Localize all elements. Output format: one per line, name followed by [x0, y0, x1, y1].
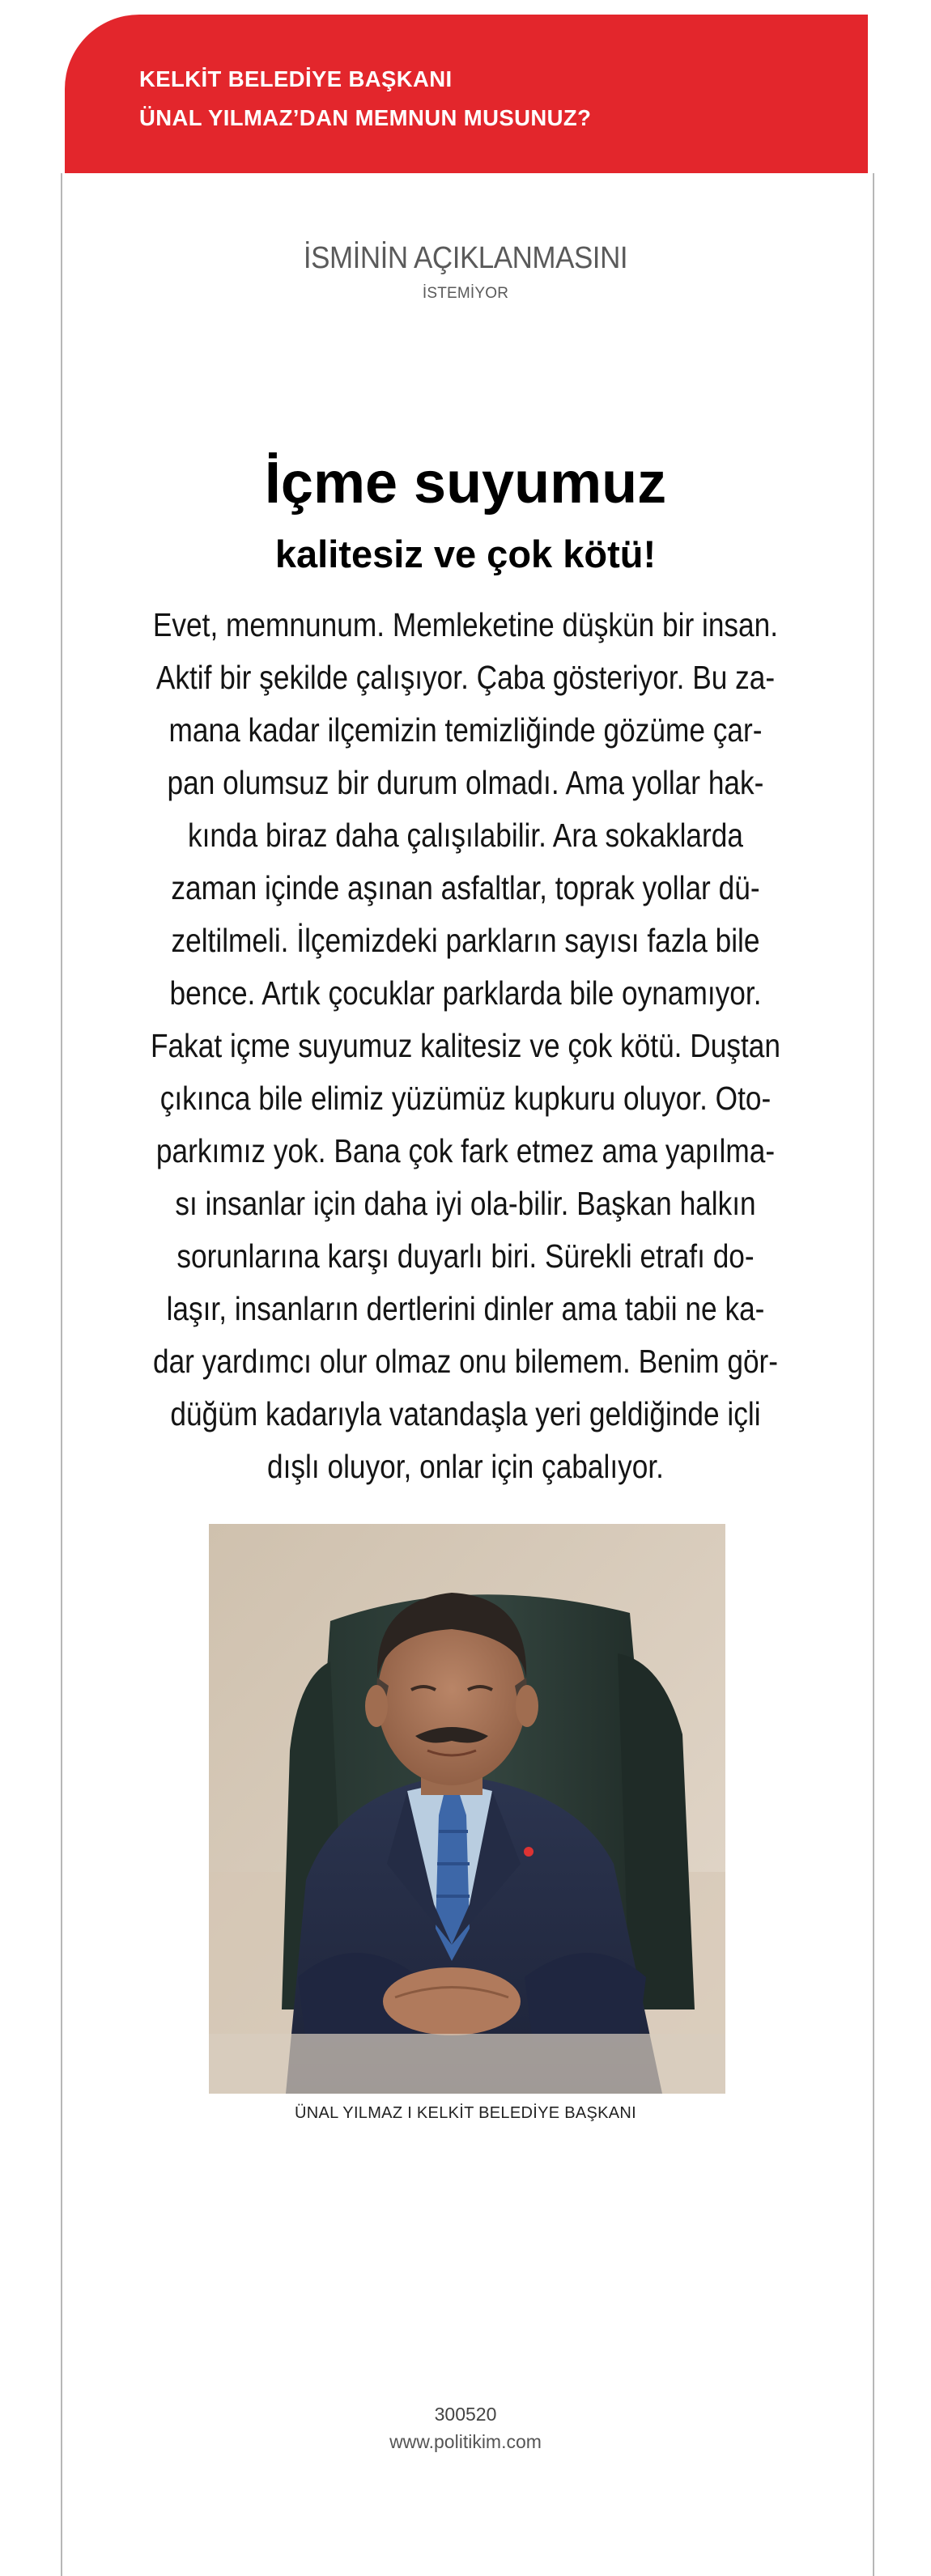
body-line: kında biraz daha çalışılabilir. Ara sokaklarda — [187, 817, 743, 854]
footer-url[interactable]: www.politikim.com — [389, 2431, 542, 2452]
body-line: parkımız yok. Bana çok fark etmez ama yapılma- — [155, 1132, 776, 1169]
body-line: mana kadar ilçemizin temizliğinde gözüme çar- — [168, 711, 763, 749]
body-line: dar yardımcı olur olmaz onu bilemem. Benim gör- — [152, 1343, 779, 1380]
photo-caption: ÜNAL YILMAZ I KELKİT BELEDİYE BAŞKANI — [295, 2104, 636, 2122]
respondent-name: İSMİNİN AÇIKLANMASINI — [303, 241, 628, 275]
body-line: zeltilmeli. İlçemizdeki parkların sayısı fazla bile — [171, 922, 760, 959]
body-line: düğüm kadarıyla vatandaşla yeri geldiğinde içli — [170, 1395, 761, 1432]
headline-sub: kalitesiz ve çok kötü! — [274, 533, 657, 575]
footer-code: 300520 — [434, 2404, 497, 2425]
body-line: sı insanlar için daha iyi ola-bilir. Başkan halkın — [175, 1185, 756, 1222]
header-banner — [65, 15, 868, 173]
mayor-photo — [209, 1524, 725, 2094]
body-line: zaman içinde aşınan asfaltlar, toprak yollar dü- — [171, 869, 760, 906]
body-line: pan olumsuz bir durum olmadı. Ama yollar hak- — [167, 764, 764, 801]
headline-main: İçme suyumuz — [264, 451, 667, 516]
respondent-name-sub: İSTEMİYOR — [422, 285, 509, 302]
body-line: Fakat içme suyumuz kalitesiz ve çok kötü. Duştan — [151, 1027, 780, 1064]
body-line: sorunlarına karşı duyarlı biri. Sürekli etrafı do- — [176, 1237, 755, 1275]
mayor-portrait-illustration — [209, 1524, 725, 2094]
body-line: Evet, memnunum. Memleketine düşkün bir insan. — [152, 606, 779, 643]
body-line: laşır, insanların dertlerini dinler ama tabii ne ka- — [166, 1290, 765, 1327]
body-line: dışlı oluyor, onlar için çabalıyor. — [267, 1448, 664, 1485]
article-body — [89, 599, 842, 1493]
body-line: Aktif bir şekilde çalışıyor. Çaba gösteriyor. Bu za- — [155, 659, 776, 696]
header-title-line-2: ÜNAL YILMAZ’DAN MEMNUN MUSUNUZ? — [139, 105, 592, 130]
header-title-line-1: KELKİT BELEDİYE BAŞKANI — [139, 66, 453, 91]
body-line: çıkınca bile elimiz yüzümüz kupkuru oluyor. Oto- — [159, 1080, 772, 1117]
body-line: bence. Artık çocuklar parklarda bile oynamıyor. — [169, 974, 762, 1012]
